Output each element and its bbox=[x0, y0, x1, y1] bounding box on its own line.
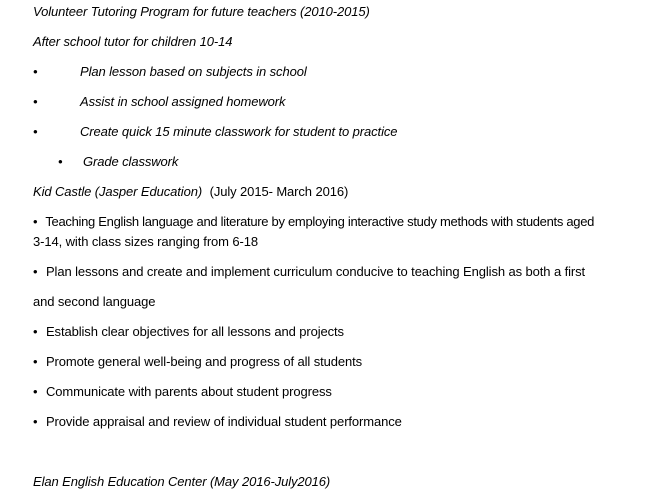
kid-castle-heading bbox=[33, 182, 648, 202]
kid-castle-bullet-item bbox=[33, 322, 648, 342]
kid-castle-bullet-text: Communicate with parents about student progress bbox=[45, 384, 332, 399]
volunteer-program-title: Volunteer Tutoring Program for future teachers (2010-2015) bbox=[33, 4, 370, 19]
volunteer-sub-bullet-text: Grade classwork bbox=[83, 154, 179, 169]
bullet-icon: • bbox=[33, 94, 38, 109]
kid-castle-bullet-item bbox=[33, 412, 648, 432]
bullet-line bbox=[33, 212, 648, 232]
bullet-icon: • bbox=[33, 64, 38, 79]
kid-castle-bullet-text: Provide appraisal and review of individual student performance bbox=[45, 414, 402, 429]
bullet-icon: • bbox=[33, 214, 38, 229]
kid-castle-bullet-item bbox=[33, 352, 648, 372]
volunteer-bullet-text: Create quick 15 minute classwork for student to practice bbox=[80, 124, 398, 139]
kid-castle-bullet-continuation: and second language bbox=[33, 294, 156, 309]
kid-castle-bullet-text: Establish clear objectives for all lessons and projects bbox=[45, 324, 344, 339]
elan-center-title: Elan English Education Center (May 2016-July2016) bbox=[33, 474, 331, 489]
volunteer-sub-bullet-item bbox=[33, 152, 648, 172]
kid-castle-bullet-text: Plan lessons and create and implement curriculum conducive to teaching English as both a first bbox=[45, 264, 586, 279]
volunteer-program-role: After school tutor for children 10-14 bbox=[33, 34, 233, 49]
volunteer-bullet-item bbox=[33, 122, 648, 142]
kid-castle-bullet-text-wrap: 3-14, with class sizes ranging from 6-18 bbox=[33, 234, 259, 249]
bullet-icon: • bbox=[33, 354, 38, 369]
kid-castle-bullet-text: Teaching English language and literature by employing interactive study methods with students aged bbox=[45, 214, 595, 229]
volunteer-bullet-text: Assist in school assigned homework bbox=[80, 94, 286, 109]
volunteer-bullet-item bbox=[33, 92, 648, 112]
bullet-icon: • bbox=[33, 264, 38, 279]
bullet-icon: • bbox=[33, 324, 38, 339]
kid-castle-dates: (July 2015- March 2016) bbox=[209, 184, 349, 199]
bullet-icon: • bbox=[33, 124, 38, 139]
kid-castle-bullet-text: Promote general well-being and progress of all students bbox=[45, 354, 363, 369]
bullet-icon: • bbox=[33, 384, 38, 399]
kid-castle-bullet-item bbox=[33, 262, 648, 282]
volunteer-bullet-item bbox=[33, 62, 648, 82]
blank-paragraph bbox=[33, 442, 648, 472]
bullet-icon: • bbox=[33, 414, 38, 429]
volunteer-bullet-text: Plan lesson based on subjects in school bbox=[80, 64, 307, 79]
kid-castle-title: Kid Castle (Jasper Education) bbox=[33, 184, 203, 199]
kid-castle-bullet-item bbox=[33, 382, 648, 402]
bullet-icon: • bbox=[58, 154, 63, 169]
kid-castle-bullet-item bbox=[33, 212, 648, 252]
